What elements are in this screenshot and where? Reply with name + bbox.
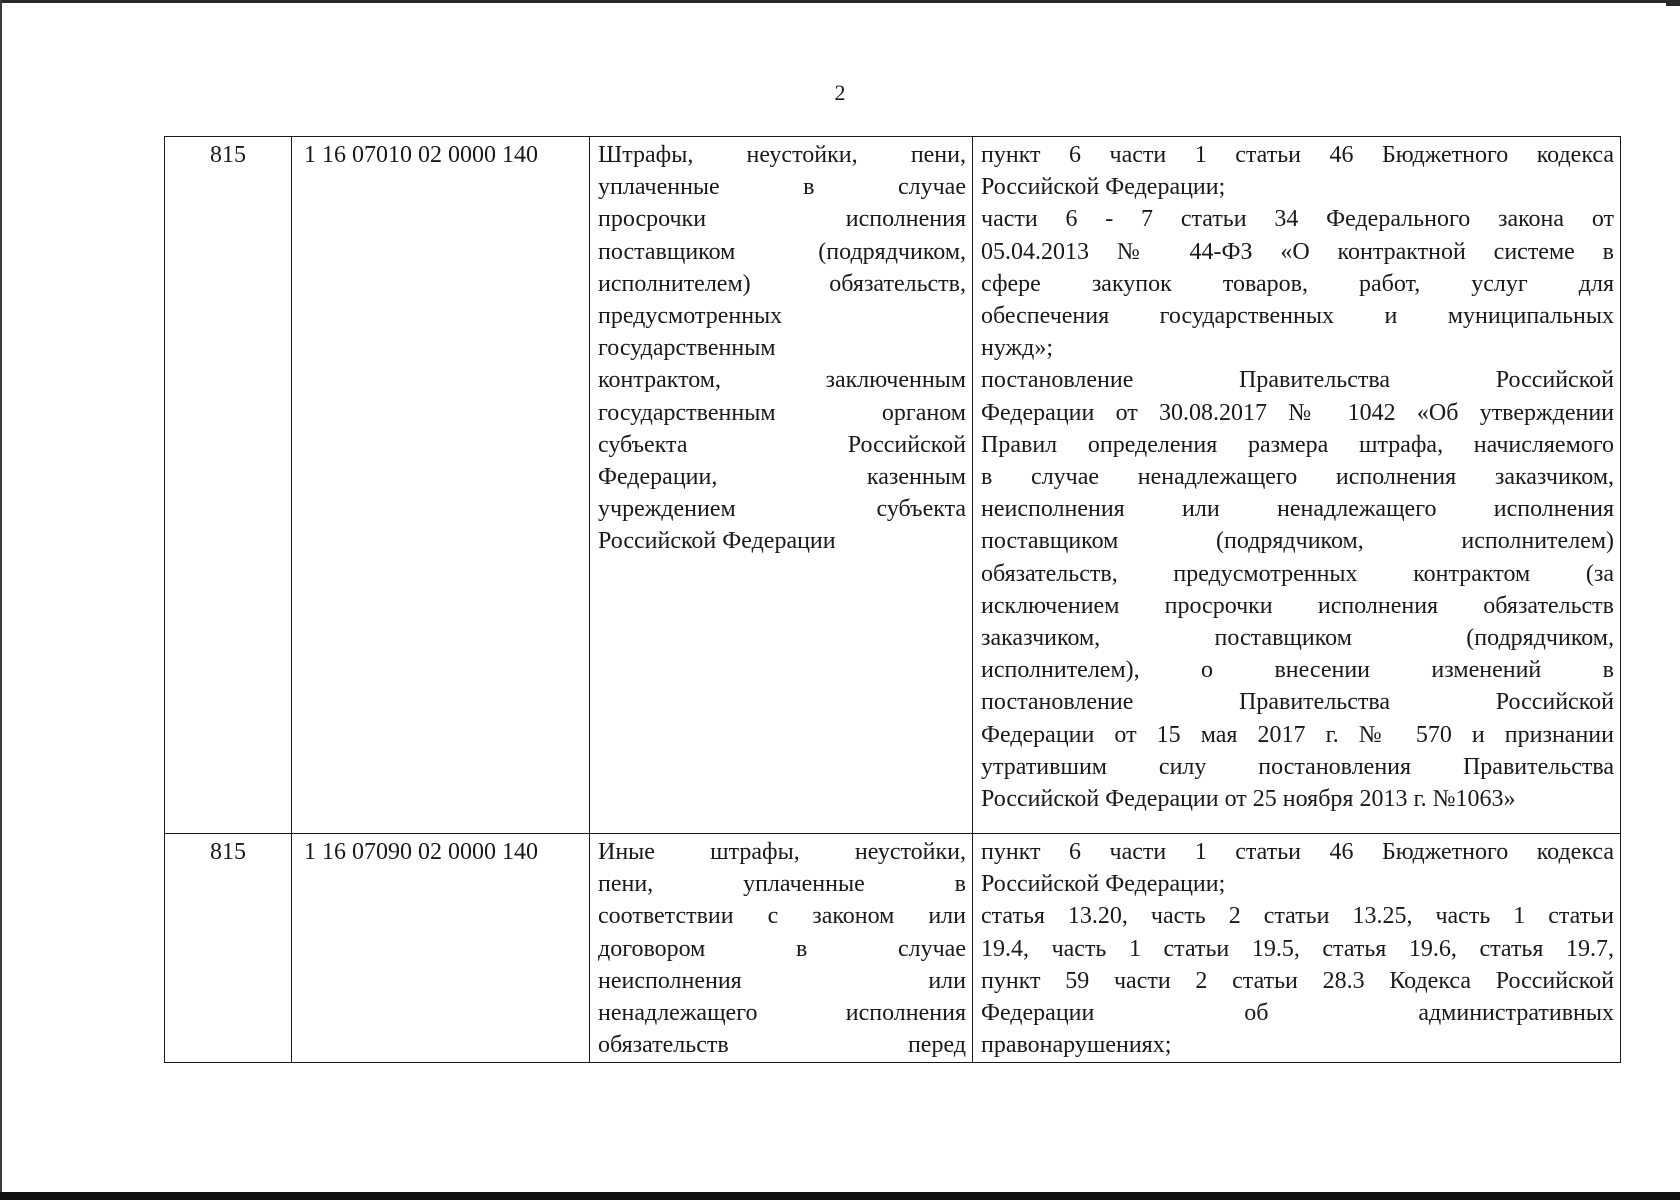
- scan-corner-mark: [1666, 0, 1680, 6]
- table-row: [165, 834, 1621, 1063]
- text-line: правонарушениях;: [981, 1032, 1172, 1059]
- text-line: статья 13.20, часть 2 статьи 13.25, часть 1 статьи: [981, 903, 1614, 930]
- text-line: ненадлежащего исполнения: [598, 1000, 966, 1027]
- text-line: утратившим силу постановления Правительства: [981, 753, 1614, 780]
- text-line: договором в случае: [598, 935, 966, 962]
- text-line: обязательств перед: [598, 1032, 966, 1059]
- text-line: нужд»;: [981, 335, 1053, 362]
- text-line: исполнителем) обязательств,: [598, 270, 966, 297]
- scan-top-edge: [0, 0, 1680, 3]
- text-line: предусмотренных: [598, 303, 783, 330]
- text-line: Федерации от 30.08.2017 № 1042 «Об утверждении: [981, 399, 1614, 426]
- text-line: в случае ненадлежащего исполнения заказчиком,: [981, 464, 1614, 491]
- text-line: пункт 6 части 1 статьи 46 Бюджетного кодекса: [981, 142, 1614, 168]
- table-row: [165, 137, 1621, 834]
- text-line: части 6 - 7 статьи 34 Федерального закона от: [981, 206, 1614, 233]
- text-line: просрочки исполнения: [598, 206, 966, 233]
- text-line: заказчиком, поставщиком (подрядчиком,: [981, 625, 1614, 652]
- scan-left-edge: [0, 0, 2, 1200]
- income-name-cell: [590, 834, 973, 1063]
- text-line: пени, уплаченные в: [598, 871, 966, 898]
- legal-basis-cell: [973, 137, 1621, 834]
- text-line: обязательств, предусмотренных контрактом (за: [981, 560, 1614, 587]
- text-line: государственным органом: [598, 399, 966, 426]
- text-line: контрактом, заключенным: [598, 367, 966, 394]
- text-line: Федерации, казенным: [598, 464, 966, 491]
- text-line: Штрафы, неустойки, пени,: [598, 142, 966, 168]
- text-line: обеспечения государственных и муниципальных: [981, 303, 1614, 330]
- text-line: пункт 6 части 1 статьи 46 Бюджетного кодекса: [981, 839, 1614, 865]
- text-line: неисполнения или ненадлежащего исполнения: [981, 496, 1614, 523]
- text-line: Иные штрафы, неустойки,: [598, 839, 966, 865]
- text-line: 05.04.2013 № 44-ФЗ «О контрактной системе в: [981, 238, 1614, 265]
- text-line: Российской Федерации;: [981, 174, 1226, 201]
- admin-code-cell: 815: [165, 834, 292, 1063]
- text-line: Федерации об административных: [981, 1000, 1614, 1027]
- text-line: соответствии с законом или: [598, 903, 966, 930]
- kbk-code-cell: 1 16 07090 02 0000 140: [292, 834, 590, 1063]
- text-line: государственным: [598, 335, 776, 362]
- text-line: Российской Федерации: [598, 528, 836, 555]
- income-name-cell: [590, 137, 973, 834]
- text-line: поставщиком (подрядчиком,: [598, 238, 966, 265]
- text-line: Федерации от 15 мая 2017 г. № 570 и признании: [981, 721, 1614, 748]
- text-line: неисполнения или: [598, 967, 966, 994]
- kbk-code-cell: 1 16 07010 02 0000 140: [292, 137, 590, 834]
- text-line: 19.4, часть 1 статьи 19.5, статья 19.6, статья 19.7,: [981, 935, 1614, 962]
- text-line: поставщиком (подрядчиком, исполнителем): [981, 528, 1614, 555]
- page-number: [0, 80, 1680, 106]
- text-line: Российской Федерации;: [981, 871, 1226, 898]
- text-line: субъекта Российской: [598, 431, 966, 458]
- text-line: постановление Правительства Российской: [981, 689, 1614, 716]
- income-codes-table: [164, 136, 1621, 1063]
- legal-basis-cell: [973, 834, 1621, 1063]
- text-line: уплаченные в случае: [598, 174, 966, 201]
- text-line: сфере закупок товаров, работ, услуг для: [981, 270, 1614, 297]
- text-line: пункт 59 части 2 статьи 28.3 Кодекса Российской: [981, 967, 1614, 994]
- text-line: Правил определения размера штрафа, начисляемого: [981, 431, 1614, 458]
- admin-code-cell: 815: [165, 137, 292, 834]
- text-line: учреждением субъекта: [598, 496, 966, 523]
- text-line: Российской Федерации от 25 ноября 2013 г. №1063»: [981, 786, 1516, 813]
- page-number-text: 2: [834, 80, 846, 105]
- text-line: постановление Правительства Российской: [981, 367, 1614, 394]
- text-line: исполнителем), о внесении изменений в: [981, 657, 1614, 684]
- text-line: исключением просрочки исполнения обязательств: [981, 592, 1614, 619]
- scan-bottom-edge: [0, 1192, 1680, 1200]
